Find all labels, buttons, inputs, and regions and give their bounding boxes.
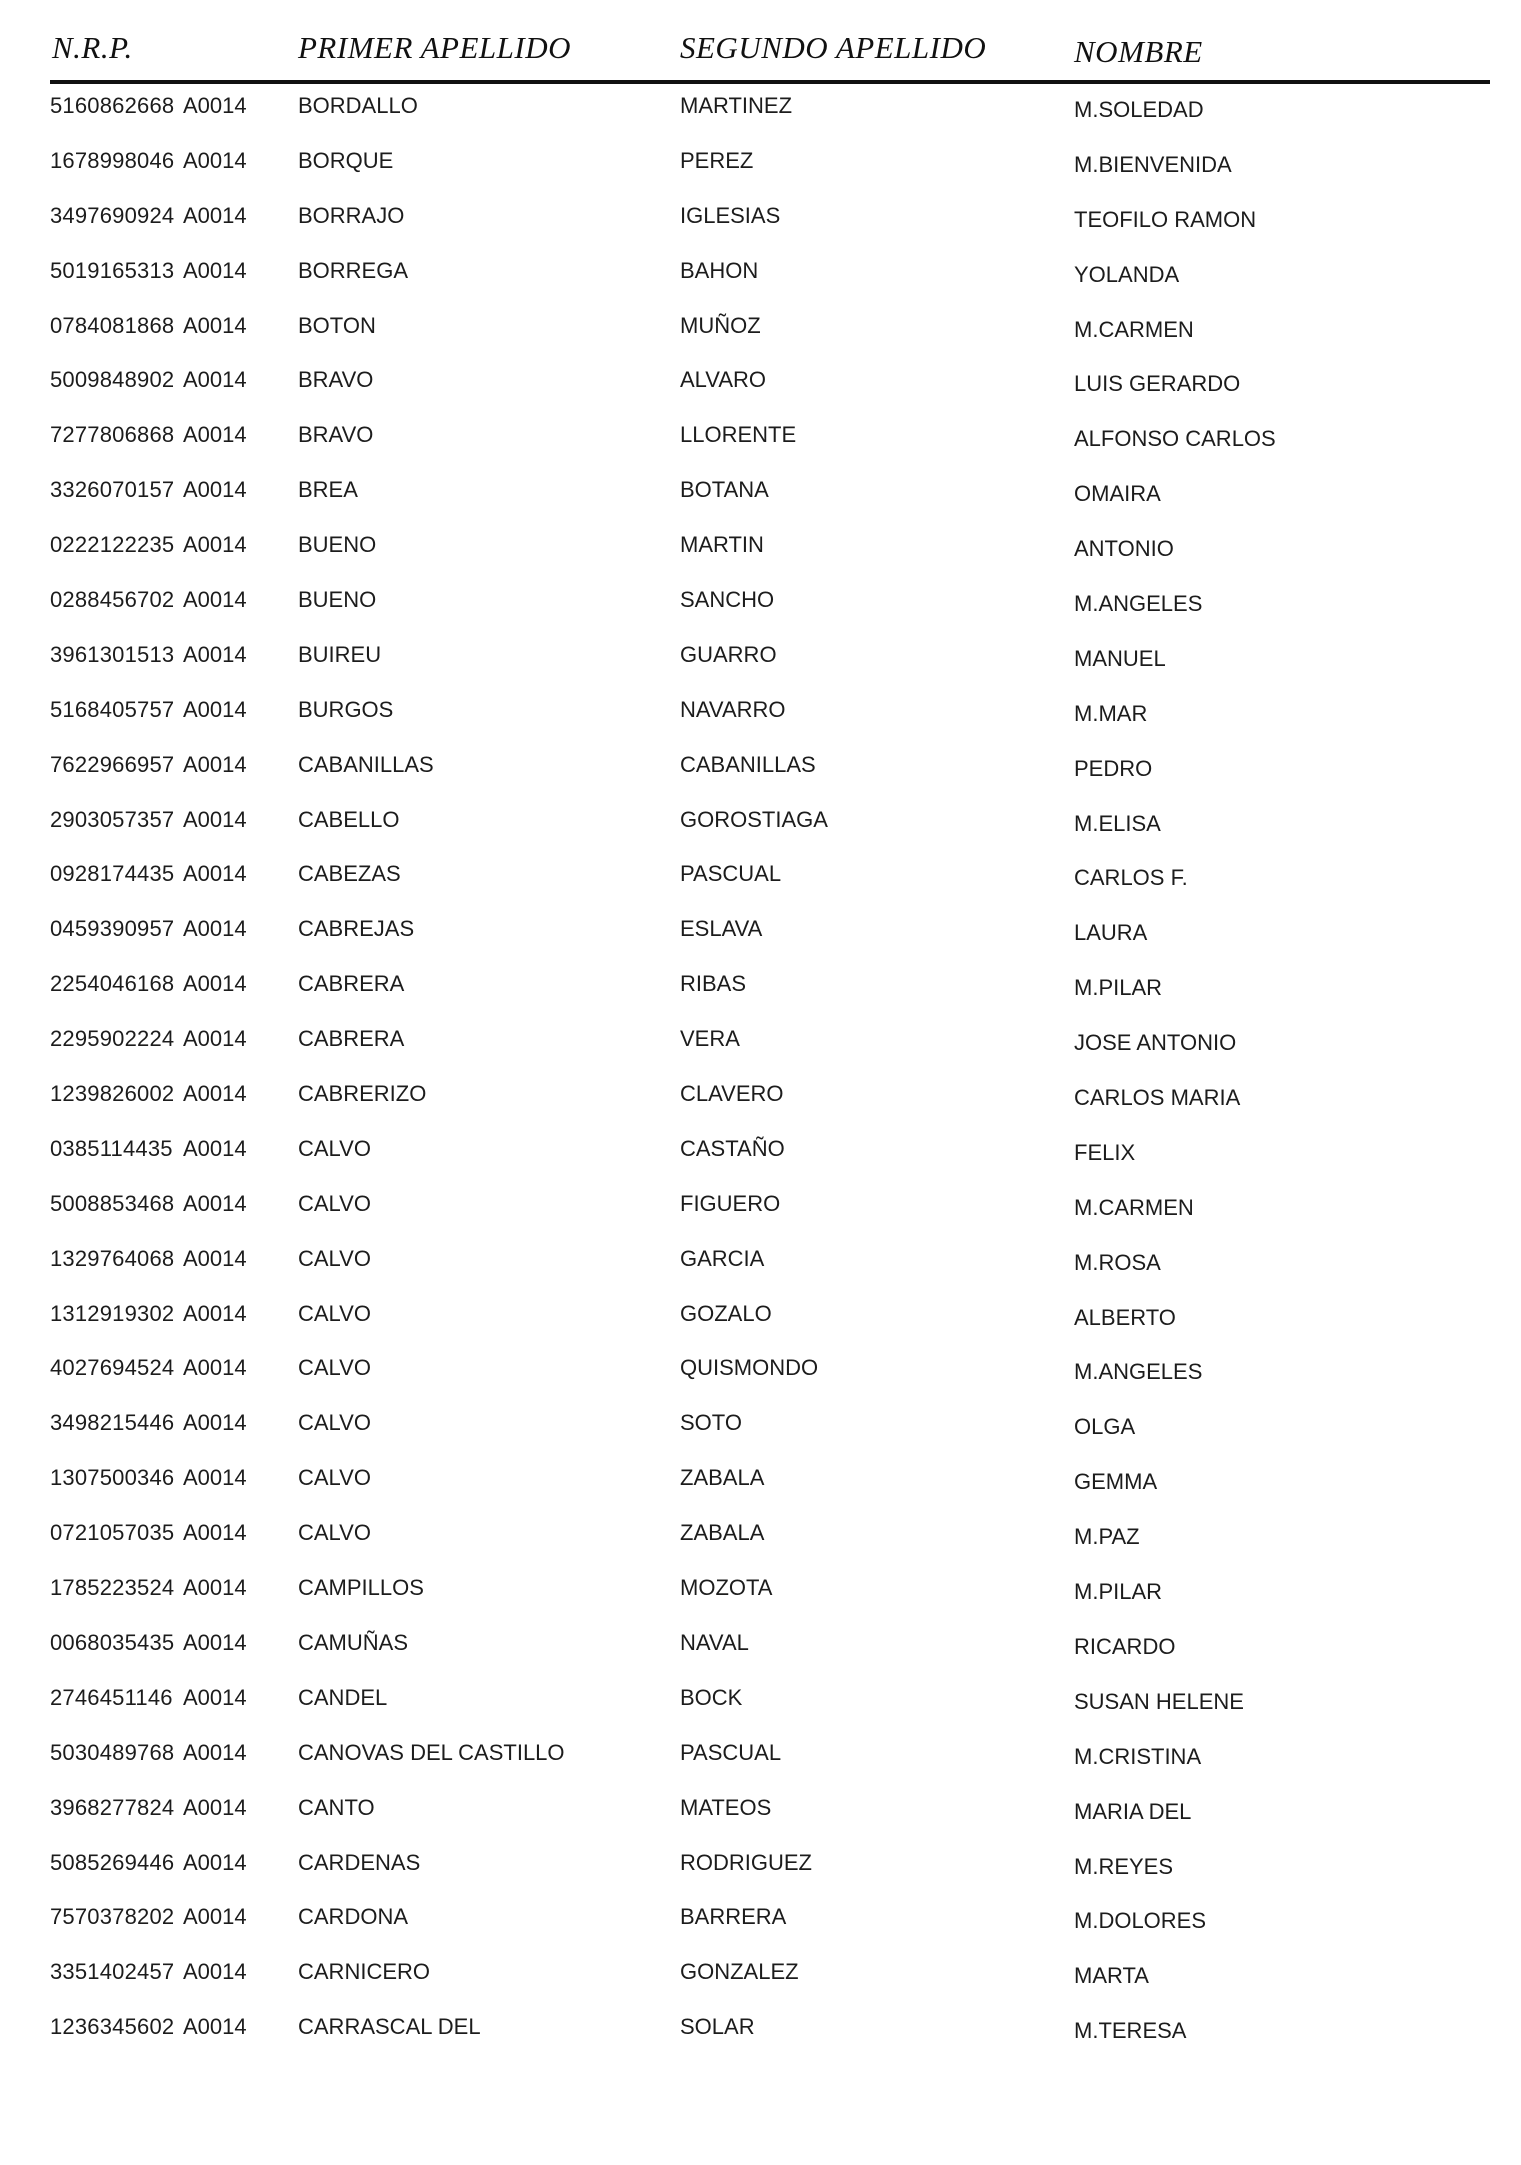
- nombre-cell: PEDRO: [1074, 755, 1153, 781]
- nrp-cell: 1307500346: [50, 1465, 175, 1491]
- nrp-cell: 0385114435: [50, 1135, 173, 1161]
- nrp-cell: 3498215446: [50, 1410, 175, 1436]
- primer-apellido-cell: BORDALLO: [298, 93, 418, 118]
- nrp-cell: 7277806868: [50, 422, 175, 448]
- nrp-cell: 5085269446: [50, 1849, 175, 1875]
- table-row: [50, 1677, 1490, 1732]
- code-cell: A0014: [183, 1849, 247, 1875]
- primer-apellido-cell: CALVO: [298, 1135, 371, 1161]
- code-cell: A0014: [183, 1135, 247, 1161]
- nombre-cell: JOSE ANTONIO: [1074, 1030, 1237, 1056]
- nrp-cell: 3326070157: [50, 477, 175, 503]
- table-row: [50, 1896, 1490, 1951]
- code-cell: A0014: [183, 806, 247, 832]
- table-row: [50, 1842, 1490, 1897]
- table-row: [50, 689, 1490, 744]
- nombre-cell: M.DOLORES: [1074, 1908, 1207, 1934]
- segundo-apellido-cell: ZABALA: [680, 1465, 765, 1491]
- code-cell: A0014: [183, 2014, 247, 2040]
- nrp-cell: 5019165313: [50, 257, 175, 283]
- nombre-cell: MARIA DEL: [1074, 1798, 1192, 1824]
- code-cell: A0014: [183, 751, 247, 777]
- code-cell: A0014: [183, 1904, 247, 1930]
- nrp-cell: 2254046168: [50, 971, 175, 997]
- code-cell: A0014: [183, 93, 247, 118]
- primer-apellido-cell: BUIREU: [298, 641, 382, 667]
- primer-apellido-cell: BREA: [298, 477, 358, 503]
- code-cell: A0014: [183, 916, 247, 942]
- nrp-cell: 2903057357: [50, 806, 175, 832]
- table-row: [50, 579, 1490, 634]
- header-nrp: N.R.P.: [52, 30, 133, 65]
- nrp-cell: 2295902224: [50, 1026, 175, 1052]
- nrp-cell: 1785223524: [50, 1575, 175, 1601]
- primer-apellido-cell: CANDEL: [298, 1684, 388, 1710]
- primer-apellido-cell: BUENO: [298, 532, 377, 558]
- primer-apellido-cell: CABRERA: [298, 1026, 405, 1052]
- nrp-cell: 0068035435: [50, 1629, 175, 1655]
- table-row: [50, 250, 1490, 305]
- segundo-apellido-cell: NAVAL: [680, 1629, 749, 1655]
- nrp-cell: 0721057035: [50, 1520, 175, 1546]
- primer-apellido-cell: CAMUÑAS: [298, 1629, 409, 1655]
- code-cell: A0014: [183, 147, 247, 173]
- table-row: [50, 1787, 1490, 1842]
- code-cell: A0014: [183, 1355, 247, 1381]
- nombre-cell: MARTA: [1074, 1963, 1149, 1989]
- segundo-apellido-cell: CASTAÑO: [680, 1135, 785, 1161]
- code-cell: A0014: [183, 1575, 247, 1601]
- nrp-cell: 1239826002: [50, 1081, 175, 1107]
- code-cell: A0014: [183, 1520, 247, 1546]
- nrp-cell: 7570378202: [50, 1904, 175, 1930]
- table-row: [50, 1238, 1490, 1293]
- code-cell: A0014: [183, 477, 247, 503]
- nombre-cell: CARLOS MARIA: [1074, 1085, 1241, 1111]
- nombre-cell: LUIS GERARDO: [1074, 371, 1241, 397]
- primer-apellido-cell: CALVO: [298, 1355, 371, 1381]
- nombre-cell: M.ANGELES: [1074, 1359, 1203, 1385]
- nombre-cell: M.ANGELES: [1074, 591, 1203, 617]
- segundo-apellido-cell: RIBAS: [680, 971, 747, 997]
- table-row: [50, 1073, 1490, 1128]
- table-row: [50, 634, 1490, 689]
- segundo-apellido-cell: ALVARO: [680, 367, 766, 393]
- table-row: [50, 1293, 1490, 1348]
- nombre-cell: MANUEL: [1074, 645, 1166, 671]
- table-row: [50, 469, 1490, 524]
- primer-apellido-cell: CALVO: [298, 1520, 371, 1546]
- segundo-apellido-cell: BARRERA: [680, 1904, 787, 1930]
- nrp-cell: 0459390957: [50, 916, 175, 942]
- table-row: [50, 2006, 1490, 2061]
- nrp-cell: 3351402457: [50, 1959, 175, 1985]
- code-cell: A0014: [183, 1629, 247, 1655]
- header-nombre: NOMBRE: [1074, 34, 1203, 69]
- segundo-apellido-cell: CLAVERO: [680, 1081, 784, 1107]
- segundo-apellido-cell: MARTINEZ: [680, 93, 793, 118]
- code-cell: A0014: [183, 367, 247, 393]
- segundo-apellido-cell: VERA: [680, 1026, 740, 1052]
- nrp-cell: 0928174435: [50, 861, 175, 887]
- code-cell: A0014: [183, 422, 247, 448]
- code-cell: A0014: [183, 257, 247, 283]
- table-row: [50, 1183, 1490, 1238]
- segundo-apellido-cell: SANCHO: [680, 587, 775, 613]
- primer-apellido-cell: CABREJAS: [298, 916, 415, 942]
- nrp-cell: 1312919302: [50, 1300, 175, 1326]
- nombre-cell: RICARDO: [1074, 1633, 1176, 1659]
- table-row: [50, 744, 1490, 799]
- table-row: [50, 140, 1490, 195]
- table-row: [50, 963, 1490, 1018]
- table-row: [50, 1512, 1490, 1567]
- segundo-apellido-cell: BOCK: [680, 1684, 743, 1710]
- header-primer-apellido: PRIMER APELLIDO: [298, 30, 571, 65]
- segundo-apellido-cell: PEREZ: [680, 147, 754, 173]
- segundo-apellido-cell: PASCUAL: [680, 861, 782, 887]
- code-cell: A0014: [183, 1245, 247, 1271]
- primer-apellido-cell: CALVO: [298, 1190, 371, 1216]
- nrp-cell: 5008853468: [50, 1190, 175, 1216]
- segundo-apellido-cell: IGLESIAS: [680, 202, 781, 228]
- table-header: [50, 28, 1490, 84]
- nombre-cell: M.CRISTINA: [1074, 1743, 1202, 1769]
- nrp-cell: 5160862668: [50, 93, 175, 118]
- segundo-apellido-cell: BAHON: [680, 257, 759, 283]
- code-cell: A0014: [183, 1300, 247, 1326]
- code-cell: A0014: [183, 1190, 247, 1216]
- primer-apellido-cell: BURGOS: [298, 696, 394, 722]
- code-cell: A0014: [183, 202, 247, 228]
- segundo-apellido-cell: GONZALEZ: [680, 1959, 799, 1985]
- nombre-cell: M.REYES: [1074, 1853, 1174, 1879]
- code-cell: A0014: [183, 1410, 247, 1436]
- table-body: [50, 85, 1490, 2061]
- segundo-apellido-cell: GUARRO: [680, 641, 777, 667]
- nombre-cell: YOLANDA: [1074, 261, 1180, 287]
- nombre-cell: SUSAN HELENE: [1074, 1688, 1244, 1714]
- segundo-apellido-cell: LLORENTE: [680, 422, 797, 448]
- nombre-cell: M.ELISA: [1074, 810, 1161, 836]
- segundo-apellido-cell: MUÑOZ: [680, 312, 761, 338]
- table-row: [50, 1128, 1490, 1183]
- table-row: [50, 1567, 1490, 1622]
- primer-apellido-cell: BOTON: [298, 312, 376, 338]
- table-row: [50, 414, 1490, 469]
- table-row: [50, 1457, 1490, 1512]
- segundo-apellido-cell: FIGUERO: [680, 1190, 781, 1216]
- table-row: [50, 195, 1490, 250]
- segundo-apellido-cell: MARTIN: [680, 532, 764, 558]
- nrp-cell: 3961301513: [50, 641, 175, 667]
- primer-apellido-cell: CARNICERO: [298, 1959, 431, 1985]
- nombre-cell: M.TERESA: [1074, 2018, 1187, 2044]
- code-cell: A0014: [183, 312, 247, 338]
- nombre-cell: M.BIENVENIDA: [1074, 151, 1232, 177]
- nrp-cell: 1329764068: [50, 1245, 175, 1271]
- primer-apellido-cell: CABRERA: [298, 971, 405, 997]
- code-cell: A0014: [183, 861, 247, 887]
- segundo-apellido-cell: BOTANA: [680, 477, 769, 503]
- code-cell: A0014: [183, 1959, 247, 1985]
- nrp-cell: 2746451146: [50, 1684, 173, 1710]
- primer-apellido-cell: CALVO: [298, 1245, 371, 1271]
- code-cell: A0014: [183, 641, 247, 667]
- code-cell: A0014: [183, 1684, 247, 1710]
- segundo-apellido-cell: RODRIGUEZ: [680, 1849, 812, 1875]
- table-row: [50, 853, 1490, 908]
- primer-apellido-cell: BUENO: [298, 587, 377, 613]
- primer-apellido-cell: CALVO: [298, 1410, 371, 1436]
- table-row: [50, 1732, 1490, 1787]
- code-cell: A0014: [183, 696, 247, 722]
- nrp-cell: 1678998046: [50, 147, 175, 173]
- table-row: [50, 1622, 1490, 1677]
- table-row: [50, 85, 1490, 140]
- primer-apellido-cell: CANOVAS DEL CASTILLO: [298, 1739, 565, 1765]
- table-row: [50, 1347, 1490, 1402]
- primer-apellido-cell: CARDONA: [298, 1904, 409, 1930]
- nombre-cell: OMAIRA: [1074, 481, 1161, 507]
- primer-apellido-cell: CALVO: [298, 1300, 371, 1326]
- code-cell: A0014: [183, 1739, 247, 1765]
- table-row: [50, 799, 1490, 854]
- segundo-apellido-cell: NAVARRO: [680, 696, 786, 722]
- nombre-cell: CARLOS F.: [1074, 865, 1188, 891]
- primer-apellido-cell: CAMPILLOS: [298, 1575, 424, 1601]
- nrp-cell: 1236345602: [50, 2014, 175, 2040]
- code-cell: A0014: [183, 1081, 247, 1107]
- primer-apellido-cell: CARRASCAL DEL: [298, 2014, 481, 2040]
- primer-apellido-cell: CALVO: [298, 1465, 371, 1491]
- nombre-cell: M.SOLEDAD: [1074, 97, 1204, 122]
- primer-apellido-cell: CABEZAS: [298, 861, 401, 887]
- nombre-cell: ANTONIO: [1074, 536, 1174, 562]
- primer-apellido-cell: CABRERIZO: [298, 1081, 427, 1107]
- header-segundo-apellido: SEGUNDO APELLIDO: [680, 30, 987, 65]
- nombre-cell: OLGA: [1074, 1414, 1136, 1440]
- nombre-cell: LAURA: [1074, 920, 1148, 946]
- nombre-cell: M.MAR: [1074, 700, 1148, 726]
- table-row: [50, 908, 1490, 963]
- nombre-cell: M.CARMEN: [1074, 316, 1194, 342]
- nrp-cell: 5009848902: [50, 367, 175, 393]
- code-cell: A0014: [183, 587, 247, 613]
- primer-apellido-cell: BORQUE: [298, 147, 394, 173]
- segundo-apellido-cell: SOLAR: [680, 2014, 755, 2040]
- nombre-cell: M.PILAR: [1074, 975, 1163, 1001]
- code-cell: A0014: [183, 532, 247, 558]
- nombre-cell: M.PAZ: [1074, 1524, 1140, 1550]
- table-row: [50, 524, 1490, 579]
- segundo-apellido-cell: MOZOTA: [680, 1575, 773, 1601]
- nombre-cell: M.ROSA: [1074, 1249, 1161, 1275]
- nrp-cell: 0222122235: [50, 532, 175, 558]
- code-cell: A0014: [183, 1026, 247, 1052]
- primer-apellido-cell: BRAVO: [298, 422, 374, 448]
- segundo-apellido-cell: GOZALO: [680, 1300, 772, 1326]
- primer-apellido-cell: CARDENAS: [298, 1849, 421, 1875]
- nombre-cell: ALBERTO: [1074, 1304, 1176, 1330]
- nrp-cell: 5030489768: [50, 1739, 175, 1765]
- nrp-cell: 0288456702: [50, 587, 175, 613]
- nrp-cell: 4027694524: [50, 1355, 175, 1381]
- primer-apellido-cell: BORREGA: [298, 257, 409, 283]
- segundo-apellido-cell: PASCUAL: [680, 1739, 782, 1765]
- nrp-cell: 7622966957: [50, 751, 175, 777]
- table-row: [50, 305, 1490, 360]
- nrp-cell: 3497690924: [50, 202, 175, 228]
- segundo-apellido-cell: MATEOS: [680, 1794, 772, 1820]
- code-cell: A0014: [183, 971, 247, 997]
- segundo-apellido-cell: SOTO: [680, 1410, 742, 1436]
- nombre-cell: ALFONSO CARLOS: [1074, 426, 1276, 452]
- segundo-apellido-cell: CABANILLAS: [680, 751, 816, 777]
- code-cell: A0014: [183, 1794, 247, 1820]
- table-row: [50, 1018, 1490, 1073]
- nombre-cell: TEOFILO RAMON: [1074, 206, 1257, 232]
- nombre-cell: M.PILAR: [1074, 1579, 1163, 1605]
- segundo-apellido-cell: QUISMONDO: [680, 1355, 819, 1381]
- primer-apellido-cell: CANTO: [298, 1794, 375, 1820]
- code-cell: A0014: [183, 1465, 247, 1491]
- nombre-cell: M.CARMEN: [1074, 1194, 1194, 1220]
- nombre-cell: FELIX: [1074, 1139, 1136, 1165]
- primer-apellido-cell: CABELLO: [298, 806, 400, 832]
- segundo-apellido-cell: GARCIA: [680, 1245, 765, 1271]
- table-row: [50, 359, 1490, 414]
- nrp-cell: 5168405757: [50, 696, 175, 722]
- segundo-apellido-cell: ESLAVA: [680, 916, 763, 942]
- primer-apellido-cell: BRAVO: [298, 367, 374, 393]
- table-row: [50, 1951, 1490, 2006]
- segundo-apellido-cell: GOROSTIAGA: [680, 806, 828, 832]
- nrp-cell: 0784081868: [50, 312, 175, 338]
- table-row: [50, 1402, 1490, 1457]
- segundo-apellido-cell: ZABALA: [680, 1520, 765, 1546]
- primer-apellido-cell: BORRAJO: [298, 202, 405, 228]
- nrp-cell: 3968277824: [50, 1794, 175, 1820]
- primer-apellido-cell: CABANILLAS: [298, 751, 434, 777]
- nombre-cell: GEMMA: [1074, 1469, 1158, 1495]
